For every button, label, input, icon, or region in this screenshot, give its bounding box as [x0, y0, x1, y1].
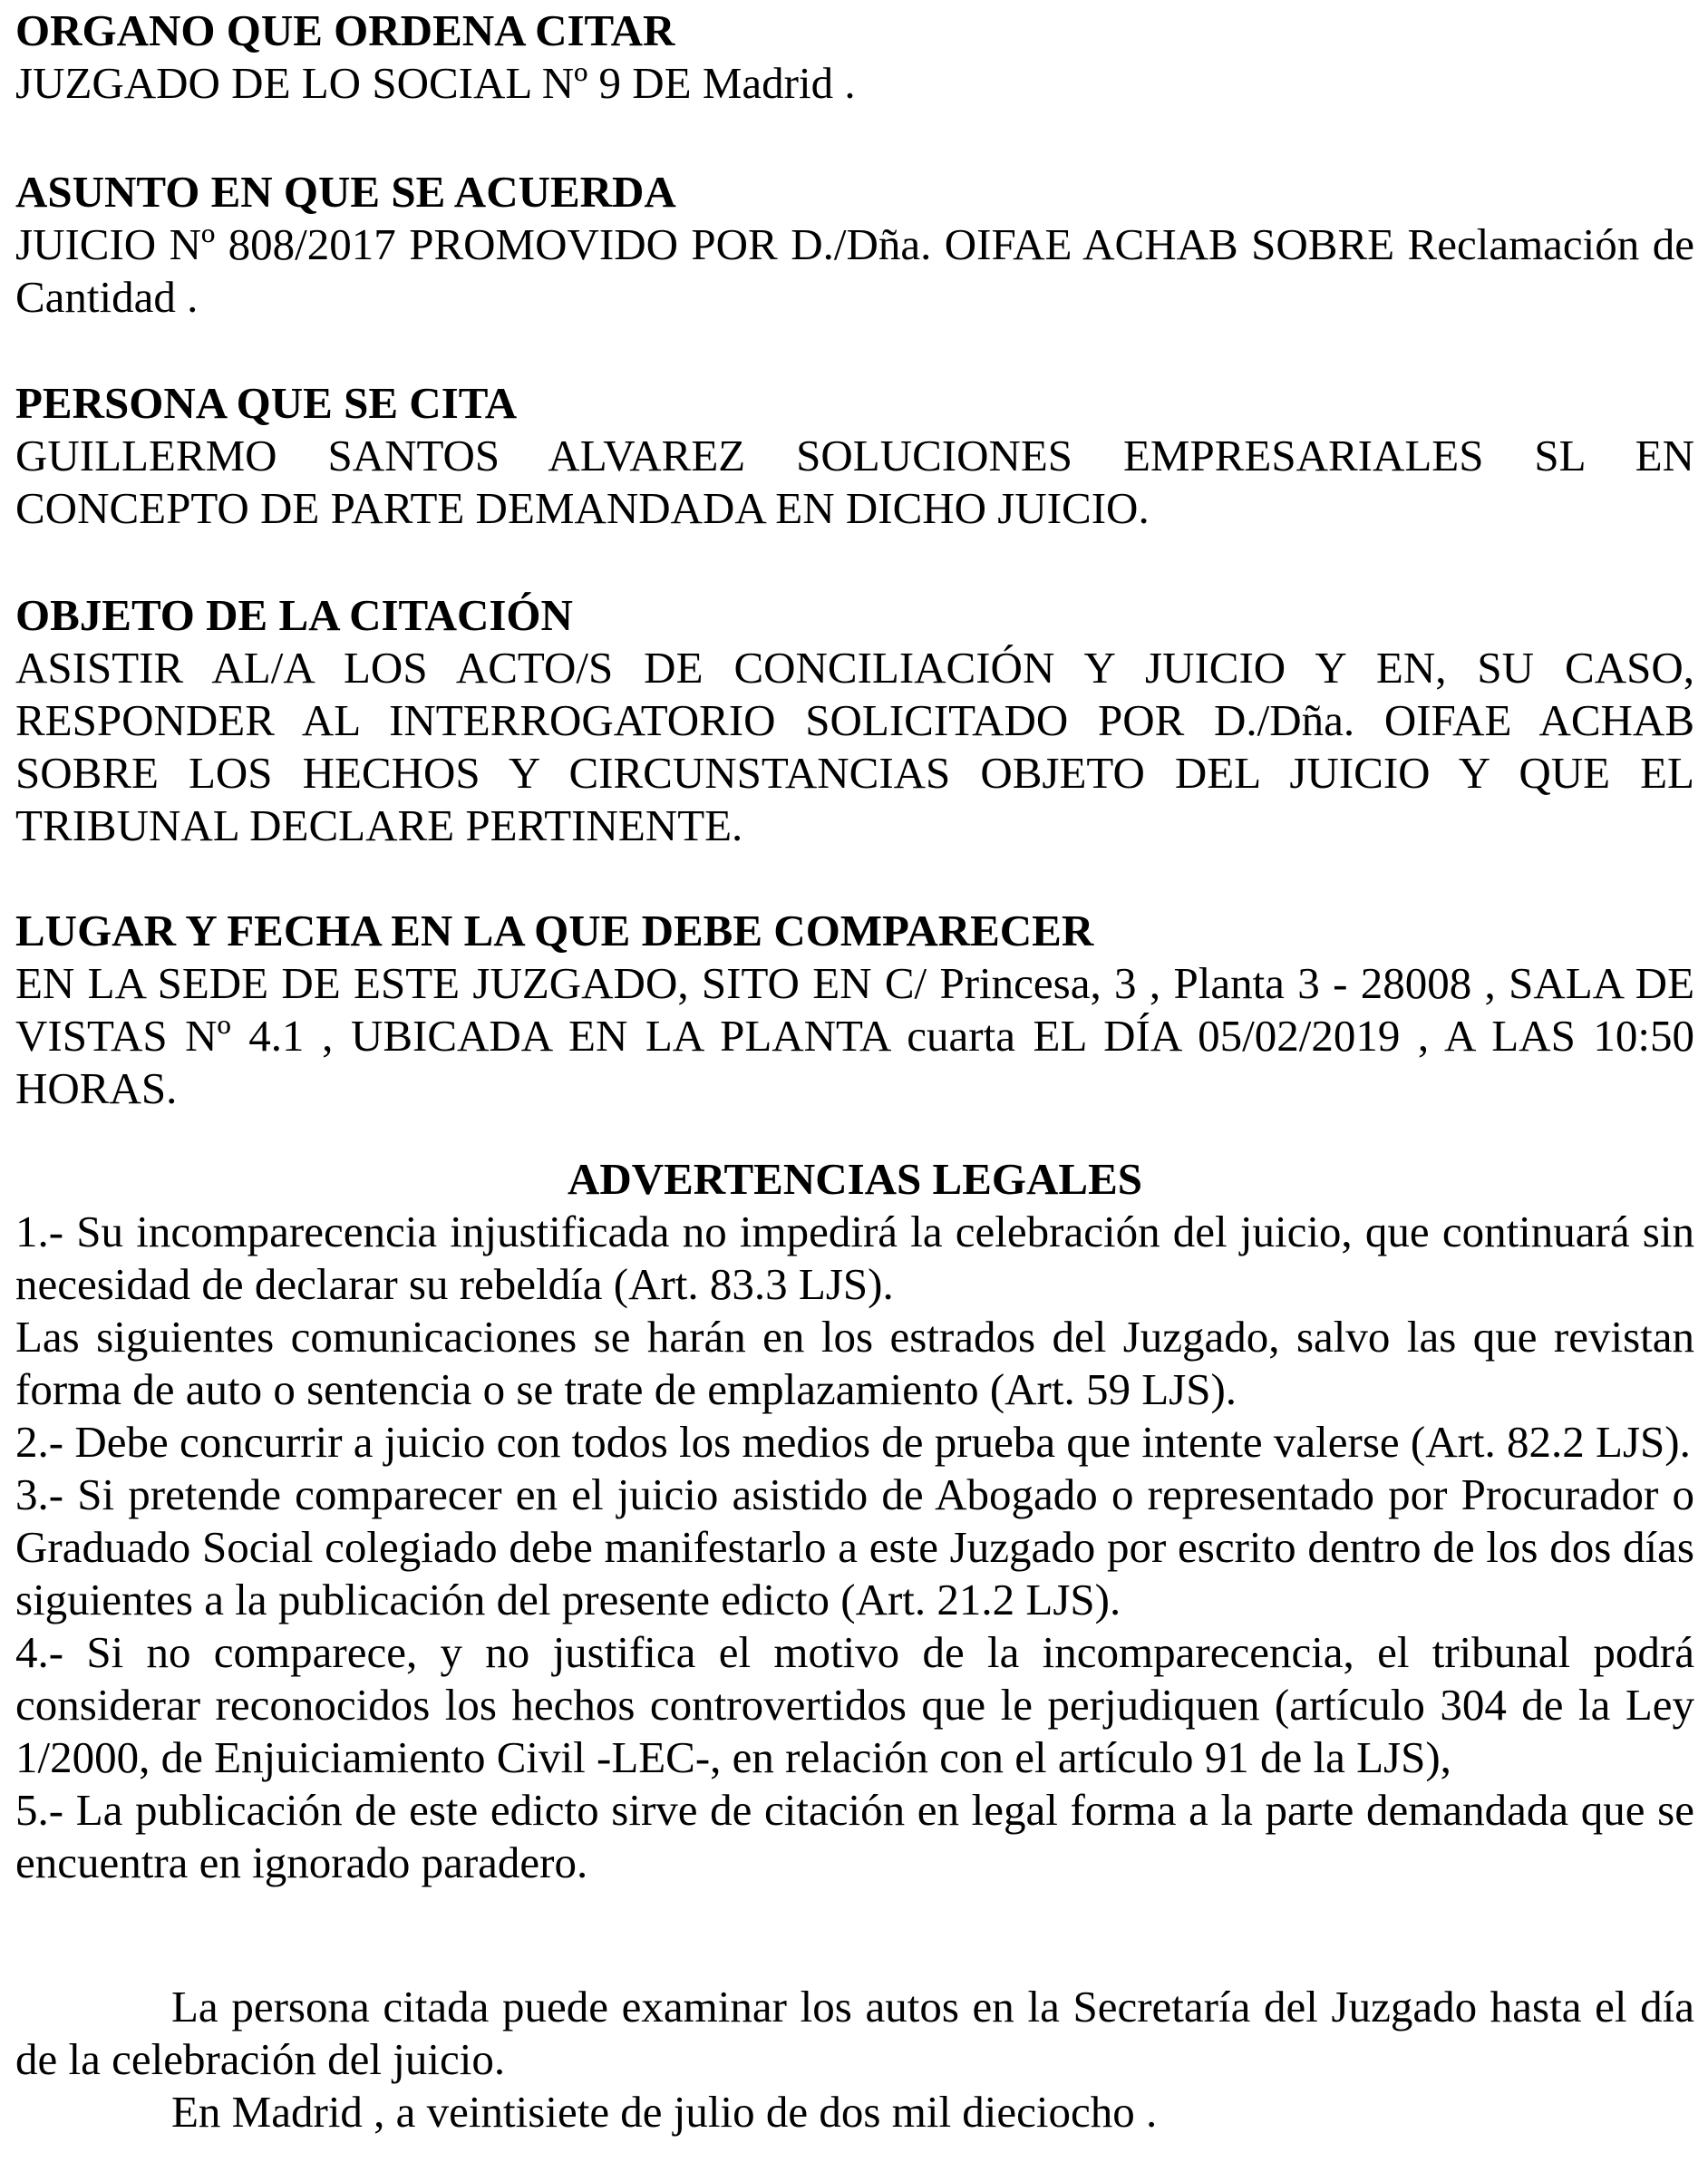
section-objeto	[15, 589, 1694, 852]
advertencia-item: 1.- Su incomparecencia injustificada no impedirá la celebración del juicio, que continuará sin necesidad de declarar su rebeldía (Art. 83.3 LJS).	[15, 1207, 1694, 1309]
advertencia-item: 4.- Si no comparece, y no justifica el motivo de la incomparecencia, el tribunal podrá considerar reconocidos los hechos controvertidos que le perjudiquen (artículo 304 de la Ley 1/2000, de Enjuiciamiento Civil -LEC-, en relación con el artículo 91 de la LJS),	[15, 1627, 1694, 1782]
advertencia-item: Las siguientes comunicaciones se harán en los estrados del Juzgado, salvo las que revistan forma de auto o sentencia o se trate de emplazamiento (Art. 59 LJS).	[15, 1312, 1694, 1414]
asunto-text: JUICIO Nº 808/2017 PROMOVIDO POR D./Dña. OIFAE ACHAB SOBRE Reclamación de Cantidad .	[15, 219, 1694, 322]
persona-text: GUILLERMO SANTOS ALVAREZ SOLUCIONES EMPRESARIALES SL EN CONCEPTO DE PARTE DEMANDADA EN DICHO JUICIO.	[15, 431, 1694, 533]
document-page	[15, 0, 1694, 2172]
organo-text: JUZGADO DE LO SOCIAL Nº 9 DE Madrid .	[15, 58, 856, 108]
section-heading-advertencias: ADVERTENCIAS LEGALES	[567, 1154, 1143, 1204]
advertencia-item: 5.- La publicación de este edicto sirve de citación en legal forma a la parte demandada que se encuentra en ignorado paradero.	[15, 1785, 1694, 1887]
section-asunto	[15, 166, 1694, 324]
section-heading-lugar: LUGAR Y FECHA EN LA QUE DEBE COMPARECER	[15, 906, 1094, 955]
fecha-lugar-text: En Madrid , a veintisiete de julio de dos mil dieciocho .	[171, 2087, 1158, 2137]
section-organo	[15, 5, 1694, 110]
section-persona	[15, 377, 1694, 535]
section-heading-asunto: ASUNTO EN QUE SE ACUERDA	[15, 167, 676, 217]
objeto-text: ASISTIR AL/A LOS ACTO/S DE CONCILIACIÓN Y JUICIO Y EN, SU CASO, RESPONDER AL INTERROGATORIO SOLICITADO POR D./Dña. OIFAE ACHAB SOBRE LOS HECHOS Y CIRCUNSTANCIAS OBJETO DEL JUICIO Y QUE EL TRIBUNAL DECLARE PERTINENTE.	[15, 643, 1694, 850]
section-cierre	[15, 1981, 1694, 2138]
lugar-text: EN LA SEDE DE ESTE JUZGADO, SITO EN C/ Princesa, 3 , Planta 3 - 28008 , SALA DE VISTAS Nº 4.1 , UBICADA EN LA PLANTA cuarta EL DÍA 05/02/2019 , A LAS 10:50 HORAS.	[15, 958, 1694, 1113]
section-heading-organo: ORGANO QUE ORDENA CITAR	[15, 5, 675, 55]
advertencia-item: 2.- Debe concurrir a juicio con todos los medios de prueba que intente valerse (Art. 82.2 LJS).	[15, 1417, 1691, 1467]
section-heading-persona: PERSONA QUE SE CITA	[15, 378, 518, 428]
section-heading-objeto: OBJETO DE LA CITACIÓN	[15, 590, 573, 640]
advertencia-item: 3.- Si pretende comparecer en el juicio asistido de Abogado o representado por Procurador o Graduado Social colegiado debe manifestarlo a este Juzgado por escrito dentro de los dos días siguientes a la publicación del presente edicto (Art. 21.2 LJS).	[15, 1469, 1694, 1624]
section-lugar	[15, 905, 1694, 1115]
examen-text: La persona citada puede examinar los autos en la Secretaría del Juzgado hasta el día de la celebración del juicio.	[15, 1982, 1694, 2084]
section-advertencias	[15, 1153, 1694, 1889]
